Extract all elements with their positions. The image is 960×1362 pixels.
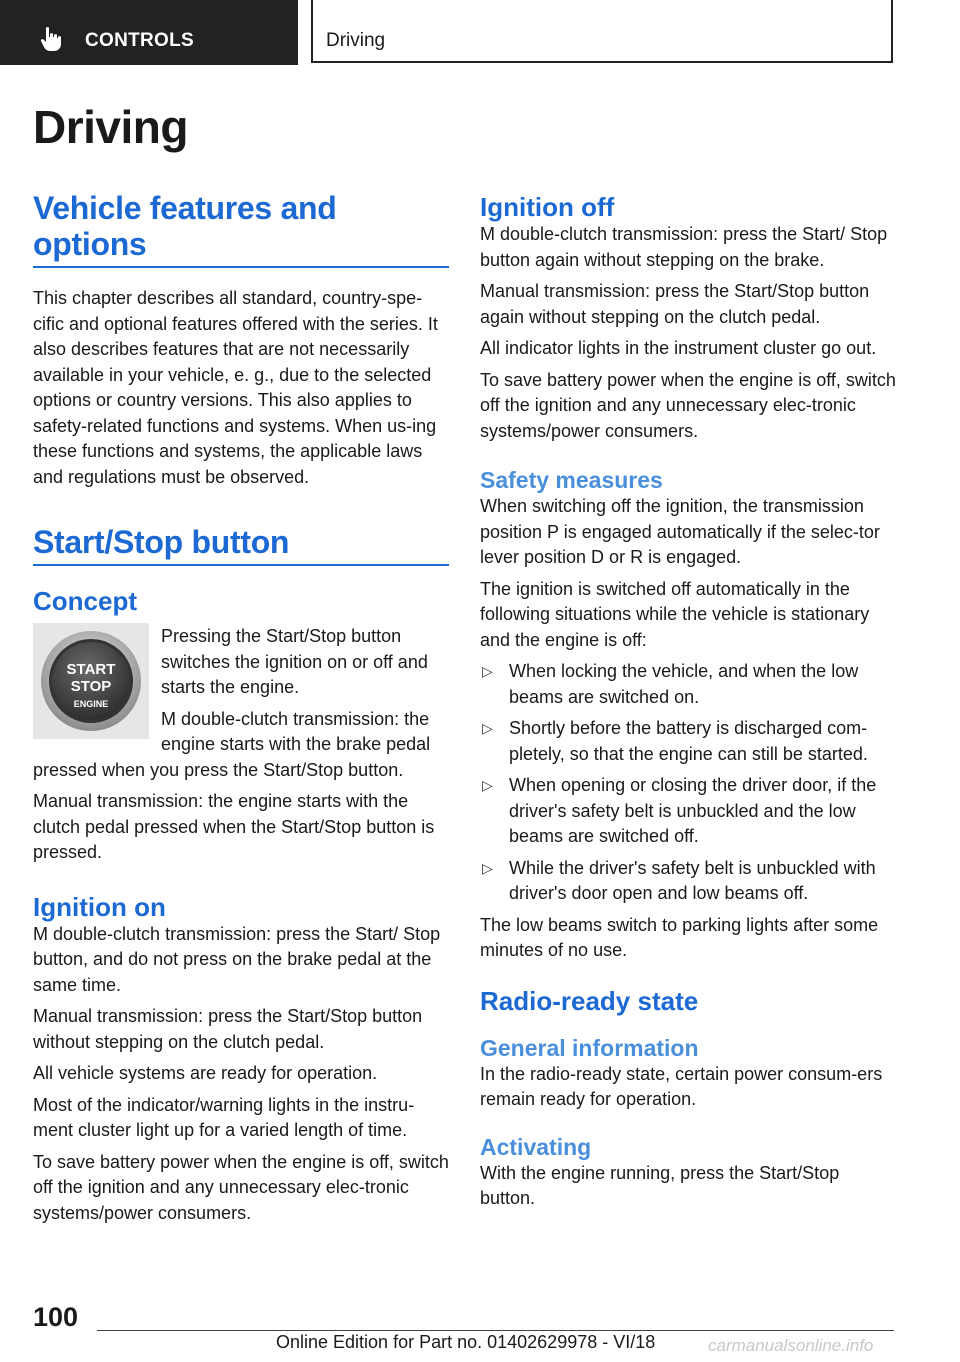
vehicle-features-heading: Vehicle features and options bbox=[33, 190, 449, 268]
bullet-triangle-icon: ▷ bbox=[482, 777, 493, 793]
safety-text-1: When switching off the ignition, the transmission position P is engaged automatically if the selec-tor lever position D or R is engaged. bbox=[480, 496, 880, 567]
left-column bbox=[33, 190, 449, 1226]
ignition-off-text-1: M double-clutch transmission: press the Start/ Stop button again without stepping on the brake. bbox=[480, 224, 888, 270]
safety-bullet-list bbox=[480, 659, 898, 907]
section-header bbox=[311, 0, 893, 63]
ignition-on-text-1: M double-clutch transmission: press the Start/ Stop button, and do not press on the brake pedal at the same time. bbox=[33, 923, 441, 995]
footer-divider bbox=[97, 1330, 894, 1331]
concept-text-3: Manual transmission: the engine starts with the clutch pedal pressed when the Start/Stop button is pressed. bbox=[33, 791, 435, 862]
activating-heading: Activating bbox=[480, 1133, 592, 1160]
safety-text-2: The ignition is switched off automatically in the following situations while the vehicle is stationary and the engine is off: bbox=[480, 578, 870, 650]
ignition-off-text-3: All indicator lights in the instrument cluster go out. bbox=[480, 338, 877, 358]
chapter-tab-label: CONTROLS bbox=[85, 30, 195, 51]
ignition-on-text-2: Manual transmission: press the Start/Stop button without stepping on the clutch pedal. bbox=[33, 1006, 423, 1052]
page-number: 100 bbox=[33, 1302, 79, 1332]
bullet-triangle-icon: ▷ bbox=[482, 663, 493, 679]
concept-text-2: M double-clutch transmission: the engine starts with the brake pedal pressed when you press the Start/Stop button. bbox=[33, 708, 431, 780]
list-item: ▷ Shortly before the battery is discharged com-pletely, so that the engine can still be started. bbox=[482, 718, 868, 764]
concept-text-1: Pressing the Start/Stop button switches the ignition on or off and starts the engine. bbox=[161, 626, 428, 697]
hand-pointer-icon bbox=[40, 26, 62, 52]
general-information-heading: General information bbox=[480, 1034, 699, 1061]
chapter-tab bbox=[0, 0, 298, 65]
vehicle-features-text: This chapter describes all standard, country-spe-cific and optional features offered with the series. It also describes features that are not necessarily available in your vehicle, e. g., due to the selected options or country versions. This also applies to safety-related functions and systems. When us-ing these functions and systems, the applicable laws and regulations must be observed. bbox=[33, 288, 438, 487]
ignition-on-text-3: All vehicle systems are ready for operation. bbox=[33, 1063, 378, 1083]
page-title: Driving bbox=[33, 101, 188, 153]
activating-text: With the engine running, press the Start/Stop button. bbox=[480, 1162, 840, 1208]
ignition-on-text-4: Most of the indicator/warning lights in the instru-ment cluster light up for a varied length of time. bbox=[33, 1094, 415, 1140]
general-information-text: In the radio-ready state, certain power consum-ers remain ready for operation. bbox=[480, 1063, 883, 1109]
list-item: ▷ When locking the vehicle, and when the low beams are switched on. bbox=[482, 661, 859, 707]
right-column bbox=[480, 192, 898, 1212]
bullet-triangle-icon: ▷ bbox=[482, 859, 493, 876]
list-item: ▷ When opening or closing the driver door, if the driver's safety belt is unbuckled and the low beams are switched off. bbox=[482, 775, 877, 846]
start-stop-button-icon bbox=[37, 627, 145, 735]
concept-heading: Concept bbox=[33, 586, 137, 616]
list-item: ▷ While the driver's safety belt is unbuckled with driver's door open and low beams off. bbox=[482, 857, 876, 903]
svg-text:STOP: STOP bbox=[70, 678, 112, 695]
safety-measures-heading: Safety measures bbox=[480, 467, 663, 493]
edition-text: Online Edition for Part no. 01402629978 - VI/18 bbox=[276, 1332, 656, 1352]
safety-text-3: The low beams switch to parking lights after some minutes of no use. bbox=[480, 914, 879, 960]
bullet-triangle-icon: ▷ bbox=[482, 720, 493, 736]
section-header-label: Driving bbox=[326, 30, 386, 51]
ignition-on-text-5: To save battery power when the engine is off, switch off the ignition and any unnecessary elec-tronic systems/power consumers. bbox=[33, 1151, 449, 1223]
radio-ready-heading: Radio-ready state bbox=[480, 985, 699, 1016]
svg-text:ENGINE: ENGINE bbox=[73, 699, 109, 709]
ignition-off-heading: Ignition off bbox=[480, 192, 615, 222]
start-stop-button-image bbox=[33, 623, 149, 739]
svg-text:START: START bbox=[66, 661, 116, 678]
ignition-off-text-4: To save battery power when the engine is off, switch off the ignition and any unnecessary elec-tronic systems/power consumers. bbox=[480, 369, 896, 441]
start-stop-heading: Start/Stop button bbox=[33, 524, 449, 566]
ignition-on-heading: Ignition on bbox=[33, 891, 166, 922]
ignition-off-text-2: Manual transmission: press the Start/Stop button again without stepping on the clutch pedal. bbox=[480, 281, 870, 327]
watermark: carmanualsonline.info bbox=[708, 1336, 874, 1355]
